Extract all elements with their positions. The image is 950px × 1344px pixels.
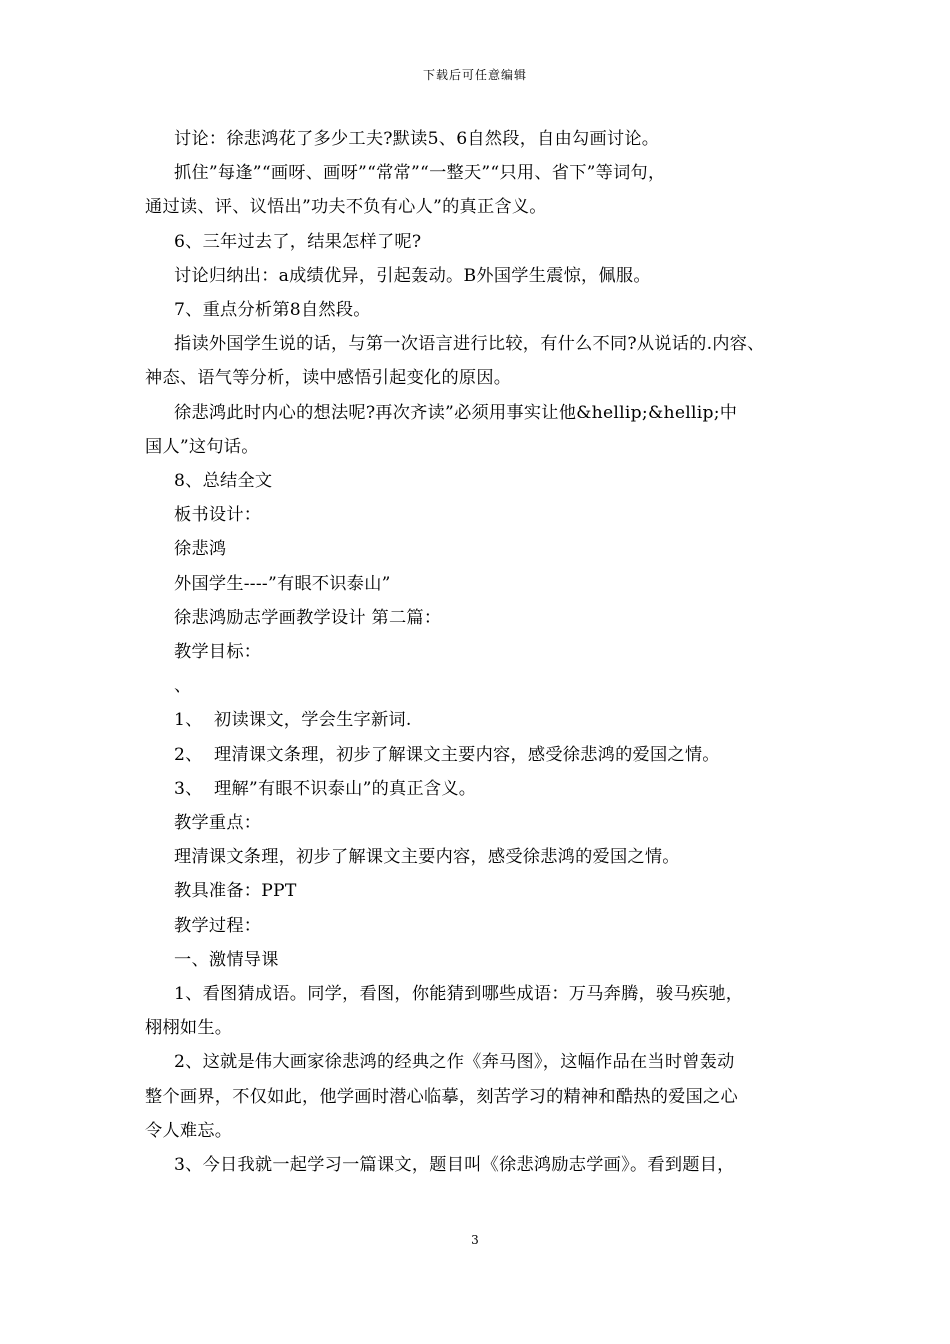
text-line: 抓住”每逢”“画呀、画呀”“常常”“一整天”“只用、省下”等词句， <box>174 163 666 184</box>
page-header: 下载后可任意编辑 <box>422 68 527 82</box>
text-line: 3、今日我就一起学习一篇课文，题目叫《徐悲鸿励志学画》。看到题目， <box>174 1155 735 1176</box>
text-line: 教学目标： <box>174 642 262 663</box>
text-line: 教学过程： <box>174 915 262 936</box>
text-line: 徐悲鸿 <box>174 539 227 560</box>
text-line: 教学重点： <box>174 813 262 834</box>
text-line: 整个画界，不仅如此，他学画时潜心临摹，刻苦学习的精神和酷热的爱国之心 <box>145 1086 738 1107</box>
text-line: 讨论归纳出：a成绩优异，引起轰动。B外国学生震惊，佩服。 <box>174 265 651 286</box>
text-line: 、 <box>174 676 192 697</box>
text-line: 2、这就是伟大画家徐悲鸿的经典之作《奔马图》，这幅作品在当时曾轰动 <box>174 1052 735 1073</box>
text-line: 3、 理解”有眼不识泰山”的真正含义。 <box>174 778 477 799</box>
text-line: 徐悲鸿励志学画教学设计 第二篇： <box>174 607 442 628</box>
text-line: 通过读、评、议悟出”功夫不负有心人”的真正含义。 <box>145 197 547 218</box>
text-line: 8、总结全文 <box>174 471 273 492</box>
page-number: 3 <box>471 1233 479 1247</box>
text-line: 教具准备：PPT <box>174 881 297 902</box>
document-body <box>145 122 810 1182</box>
text-line: 国人”这句话。 <box>145 436 259 457</box>
text-line: 徐悲鸿此时内心的想法呢?再次齐读”必须用事实让他&hellip;&hellip;中 <box>174 402 738 423</box>
text-line: 7、重点分析第8自然段。 <box>174 300 371 321</box>
text-line: 讨论：徐悲鸿花了多少工夫?默读5、6自然段，自由勾画讨论。 <box>174 129 660 149</box>
text-line: 令人难忘。 <box>145 1120 233 1141</box>
text-line: 指读外国学生说的话，与第一次语言进行比较，有什么不同?从说话的.内容、 <box>174 334 765 355</box>
text-line: 理清课文条理，初步了解课文主要内容，感受徐悲鸿的爱国之情。 <box>174 847 680 868</box>
text-line: 1、 初读课文，学会生字新词. <box>174 710 412 731</box>
text-line: 一、激情导课 <box>174 949 279 970</box>
text-line: 板书设计： <box>174 505 262 526</box>
text-line: 2、 理清课文条理，初步了解课文主要内容，感受徐悲鸿的爱国之情。 <box>174 744 720 765</box>
text-line: 栩栩如生。 <box>145 1018 233 1039</box>
text-line: 神态、语气等分析，读中感悟引起变化的原因。 <box>145 368 512 389</box>
text-line: 1、看图猜成语。同学，看图，你能猜到哪些成语：万马奔腾，骏马疾驰， <box>174 984 744 1005</box>
text-line: 6、三年过去了，结果怎样了呢? <box>174 231 422 252</box>
text-line: 外国学生----”有眼不识泰山” <box>174 573 391 594</box>
